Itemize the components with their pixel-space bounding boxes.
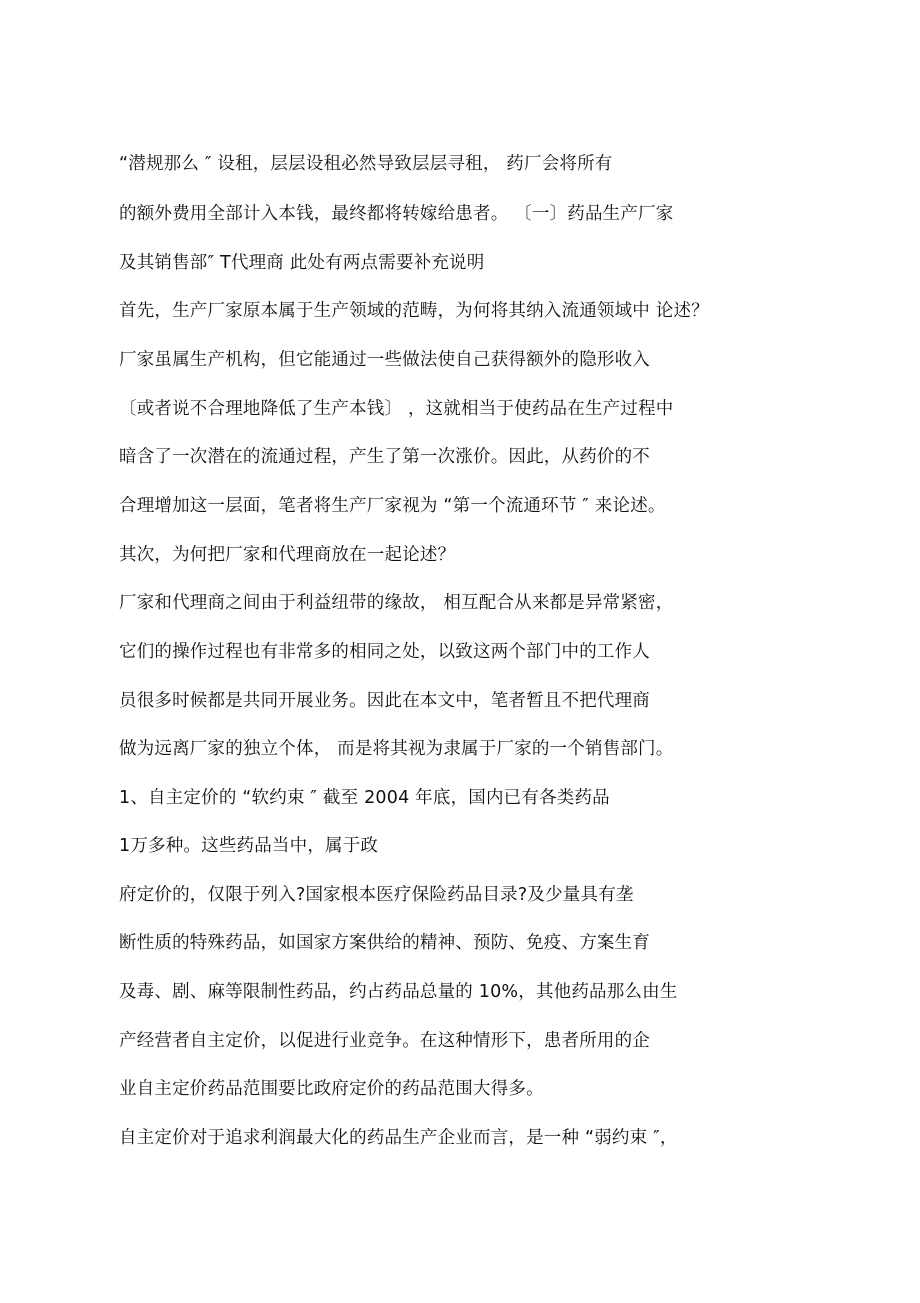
text-line: 厂家虽属生产机构，但它能通过一些做法使自己获得额外的隐形收入 xyxy=(119,350,650,370)
text-line: 及其销售部″ T代理商 此处有两点需要补充说明 xyxy=(119,253,485,273)
text-line: 员很多时候都是共同开展业务。因此在本文中，笔者暂且不把代理商 xyxy=(119,691,650,711)
text-line: 合理增加这一层面，笔者将生产厂家视为 “第一个流通环节 ″ 来论述。 xyxy=(119,496,666,516)
text-line: 做为远离厂家的独立个体， 而是将其视为隶属于厂家的一个销售部门。 xyxy=(119,739,674,759)
text-line: 首先，生产厂家原本属于生产领域的范畴，为何将其纳入流通领域中 论述？ xyxy=(119,301,709,321)
text-line: 它们的操作过程也有非常多的相同之处，以致这两个部门中的工作人 xyxy=(119,642,650,662)
text-line: “潜规那么 ″ 设租，层层设租必然导致层层寻租， 药厂会将所有 xyxy=(119,154,613,174)
text-line: 及毒、剧、麻等限制性药品，约占药品总量的 10%，其他药品那么由生 xyxy=(119,982,678,1002)
text-line: 1、自主定价的 “软约束 ″ 截至 2004 年底，国内已有各类药品 xyxy=(119,788,610,808)
text-line: 其次，为何把厂家和代理商放在一起论述？ xyxy=(119,545,456,565)
text-line: 1万多种。这些药品当中，属于政 xyxy=(119,836,379,856)
text-line: 厂家和代理商之间由于利益纽带的缘故， 相互配合从来都是异常紧密， xyxy=(119,593,674,613)
text-line: 〔或者说不合理地降低了生产本钱〕 ，这就相当于使药品在生产过程中 xyxy=(119,399,674,419)
text-line: 暗含了一次潜在的流通过程，产生了第一次涨价。因此，从药价的不 xyxy=(119,447,650,467)
text-line: 断性质的特殊药品，如国家方案供给的精神、预防、免疫、方案生育 xyxy=(119,933,650,953)
text-line: 府定价的，仅限于列入?国家根本医疗保险药品目录?及少量具有垄 xyxy=(119,885,634,905)
text-line: 自主定价对于追求利润最大化的药品生产企业而言，是一种 “弱约束 ″， xyxy=(119,1128,678,1148)
text-line: 产经营者自主定价，以促进行业竞争。在这种情形下，患者所用的企 xyxy=(119,1031,650,1051)
text-line: 的额外费用全部计入本钱，最终都将转嫁给患者。 〔一〕药品生产厂家 xyxy=(119,204,674,224)
text-line: 业自主定价药品范围要比政府定价的药品范围大得多。 xyxy=(119,1079,544,1099)
